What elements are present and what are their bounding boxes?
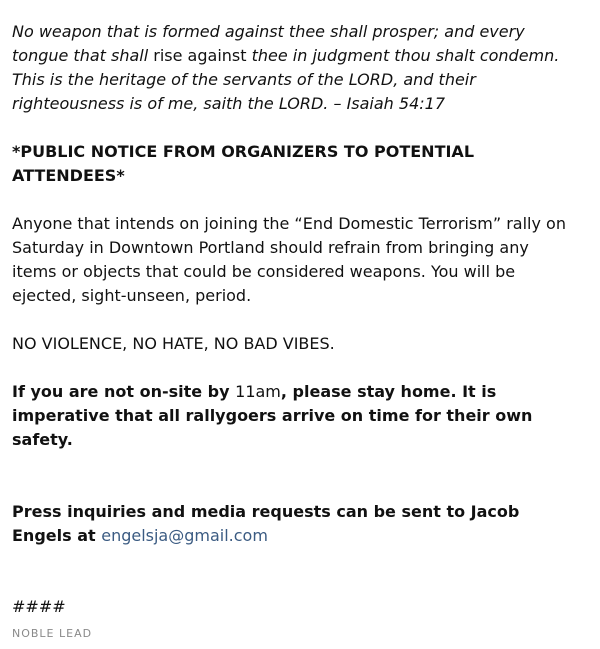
onsite-after: , please stay home. It is imperative that all rallygoers arrive on time for their own safety. (12, 382, 533, 449)
onsite-time: 11am (235, 382, 281, 401)
press-email-link[interactable]: engelsja@gmail.com (101, 526, 268, 545)
weapons-paragraph: Anyone that intends on joining the “End Domestic Terrorism” rally on Saturday in Downtown Portland should refrain from bringing any items or objects that could be considered weapons. You will be ejected, sight-unseen, period. (12, 214, 566, 305)
quote-part-2: rise against (153, 46, 252, 65)
no-violence-paragraph: NO VIOLENCE, NO HATE, NO BAD VIBES. (12, 334, 335, 353)
press-text: Press inquiries and media requests can be sent to Jacob Engels at (12, 502, 520, 545)
scripture-quote (12, 20, 572, 116)
onsite-paragraph (12, 380, 572, 452)
signoff-marker: #### (12, 597, 66, 616)
quote-part-1: No weapon that is formed against thee shall prosper; and every tongue that shall (12, 22, 525, 65)
notice-heading: *PUBLIC NOTICE FROM ORGANIZERS TO POTENTIAL ATTENDEES* (12, 142, 475, 185)
onsite-before: If you are not on-site by (12, 382, 236, 401)
quote-part-3: thee in judgment thou shalt condemn. This is the heritage of the servants of the LORD, and their righteousness is of me, saith the LORD. – Isaiah 54:17 (12, 46, 560, 113)
source-label: NOBLE LEAD (12, 627, 93, 640)
press-paragraph (12, 500, 572, 548)
document-body (12, 20, 572, 548)
